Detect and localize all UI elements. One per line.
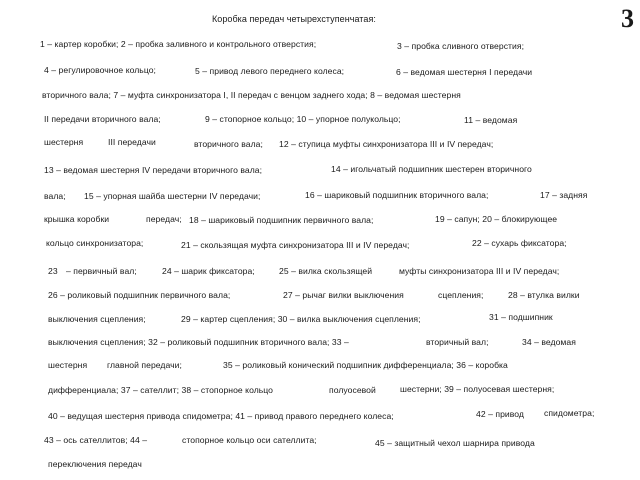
text-fragment: 42 – привод [476,409,524,419]
text-fragment: 28 – втулка вилки [508,290,580,300]
text-fragment: главной передачи; [107,360,182,370]
text-fragment: 17 – задняя [540,190,588,200]
text-fragment: 5 – привод левого переднего колеса; [195,66,345,76]
text-fragment: 21 – скользящая муфта синхронизатора III и IV передач; [181,240,410,250]
text-fragment: сцепления; [438,290,484,300]
text-fragment: 18 – шариковый подшипник первичного вала; [189,215,374,225]
text-fragment: 26 – роликовый подшипник первичного вала; [48,290,231,300]
text-fragment: 14 – игольчатый подшипник шестерен вторичного [331,164,532,174]
text-fragment: полуосевой [329,385,376,395]
text-fragment: выключения сцепления; 32 – роликовый подшипник вторичного вала; 33 – [48,337,349,347]
text-fragment: 3 – пробка сливного отверстия; [397,41,525,51]
text-fragment: 43 – ось сателлитов; 44 – [44,435,148,445]
text-fragment: вторичного вала; 7 – муфта синхронизатора I, II передач с венцом заднего хода; 8 – ведомая шестерня [42,90,461,100]
text-fragment: 45 – защитный чехол шарнира привода [375,438,535,448]
text-fragment: стопорное кольцо оси сателлита; [182,435,317,445]
text-fragment: шестерни; 39 – полуосевая шестерня; [400,384,555,394]
text-fragment: вторичный вал; [426,337,489,347]
text-fragment: 34 – ведомая [522,337,576,347]
text-fragment: 16 – шариковый подшипник вторичного вала; [305,190,489,200]
text-fragment: 6 – ведомая шестерня I передачи [396,67,533,77]
text-fragment: 13 – ведомая шестерня IV передачи вторичного вала; [44,165,263,175]
text-fragment: муфты синхронизатора III и IV передач; [399,266,560,276]
text-fragment: 11 – ведомая [464,115,518,125]
text-fragment: крышка коробки [44,214,110,224]
text-fragment: 24 – шарик фиксатора; [162,266,255,276]
text-fragment: спидометра; [544,408,595,418]
text-fragment: шестерня [48,360,88,370]
text-fragment: 31 – подшипник [489,312,553,322]
document-title: Коробка передач четырехступенчатая: [212,14,376,24]
text-fragment: вторичного вала; [194,139,263,149]
text-fragment: 22 – сухарь фиксатора; [472,238,567,248]
text-fragment: III передачи [108,137,156,147]
text-fragment: 9 – стопорное кольцо; 10 – упорное полукольцо; [205,114,401,124]
page-number: 3 [621,4,634,33]
text-fragment: шестерня [44,137,84,147]
text-fragment: 29 – картер сцепления; 30 – вилка выключения сцепления; [181,314,421,324]
text-fragment: 25 – вилка скользящей [279,266,373,276]
text-fragment: 12 – ступица муфты синхронизатора III и IV передач; [279,139,494,149]
text-fragment: 40 – ведущая шестерня привода спидометра; 41 – привод правого переднего колеса; [48,411,394,421]
text-fragment: II передачи вторичного вала; [44,114,161,124]
text-fragment: 19 – сапун; 20 – блокирующее [435,214,558,224]
text-fragment: кольцо синхронизатора; [46,238,144,248]
text-fragment: вала; [44,191,66,201]
text-fragment: 35 – роликовый конический подшипник дифференциала; 36 – коробка [223,360,508,370]
text-fragment: 27 – рычаг вилки выключения [283,290,404,300]
text-fragment: 15 – упорная шайба шестерни IV передачи; [84,191,261,201]
text-fragment: – первичный вал; [66,266,137,276]
text-fragment: 1 – картер коробки; 2 – пробка заливного и контрольного отверстия; [40,39,317,49]
text-fragment: передач; [146,214,182,224]
text-fragment: 4 – регулировочное кольцо; [44,65,156,75]
text-fragment: переключения передач [48,459,142,469]
text-fragment: 23 [48,266,58,276]
text-fragment: выключения сцепления; [48,314,146,324]
text-fragment: дифференциала; 37 – сателлит; 38 – стопорное кольцо [48,385,274,395]
